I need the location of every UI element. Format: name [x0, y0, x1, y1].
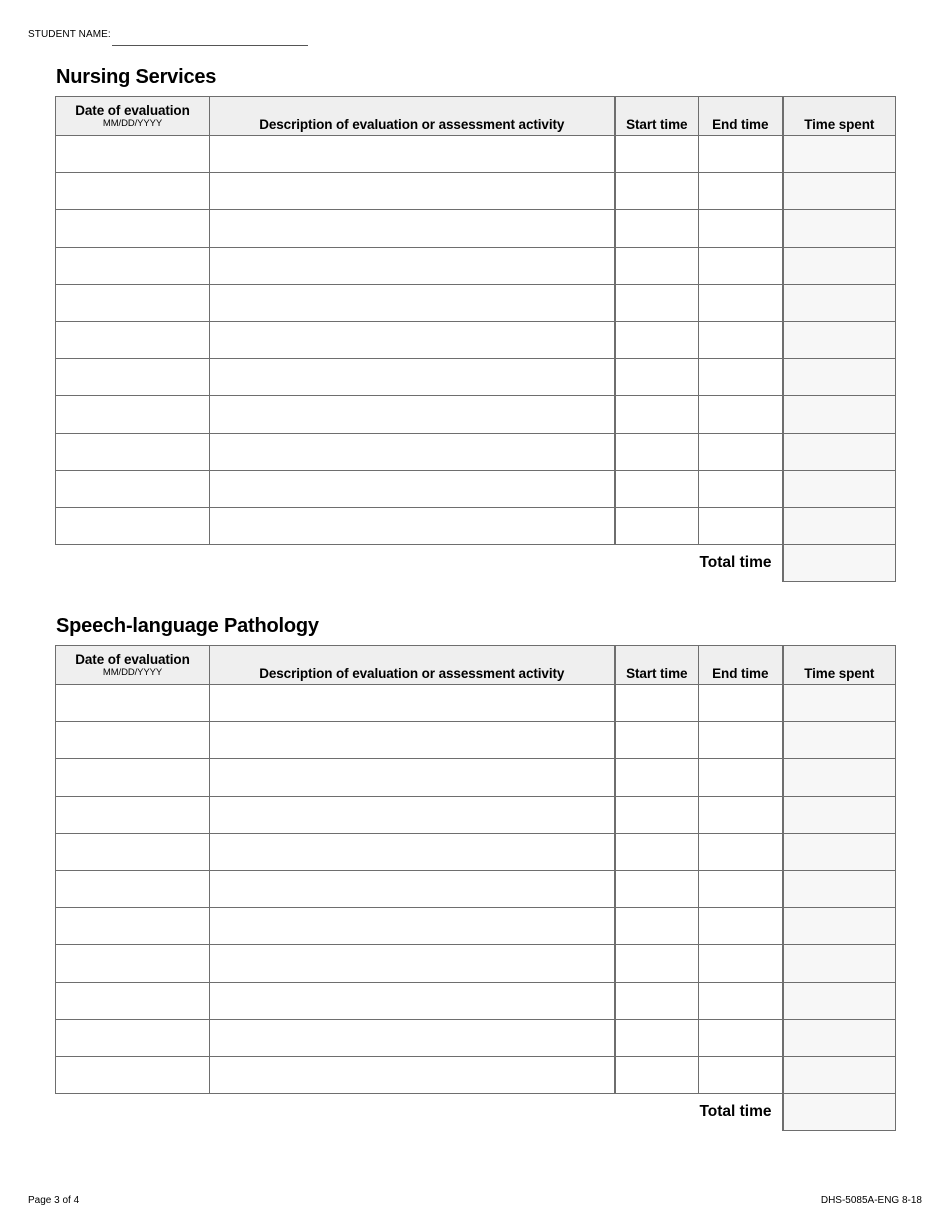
date-cell[interactable] — [56, 870, 210, 907]
total-time-label: Total time — [56, 1094, 783, 1131]
date-cell[interactable] — [56, 833, 210, 870]
date-cell[interactable] — [56, 908, 210, 945]
description-cell[interactable] — [210, 173, 615, 210]
end-time-cell[interactable] — [699, 685, 783, 722]
date-cell[interactable] — [56, 284, 210, 321]
time-spent-cell[interactable] — [783, 470, 896, 507]
description-cell[interactable] — [210, 470, 615, 507]
end-time-cell[interactable] — [699, 396, 783, 433]
date-cell[interactable] — [56, 433, 210, 470]
description-cell[interactable] — [210, 833, 615, 870]
table-row — [56, 759, 896, 796]
start-time-cell[interactable] — [615, 433, 699, 470]
time-spent-cell[interactable] — [783, 833, 896, 870]
table-row — [56, 945, 896, 982]
description-cell[interactable] — [210, 433, 615, 470]
column-header-start-time: Start time — [615, 97, 699, 136]
time-spent-cell[interactable] — [783, 722, 896, 759]
time-spent-cell[interactable] — [783, 1056, 896, 1093]
date-cell[interactable] — [56, 507, 210, 544]
date-cell[interactable] — [56, 396, 210, 433]
start-time-cell[interactable] — [615, 136, 699, 173]
time-spent-cell[interactable] — [783, 396, 896, 433]
date-cell[interactable] — [56, 173, 210, 210]
table-row — [56, 136, 896, 173]
start-time-cell[interactable] — [615, 470, 699, 507]
description-cell[interactable] — [210, 136, 615, 173]
column-header-date-format: MM/DD/YYYY — [102, 667, 163, 678]
time-spent-cell[interactable] — [783, 1019, 896, 1056]
table-row — [56, 870, 896, 907]
time-spent-cell[interactable] — [783, 210, 896, 247]
date-cell[interactable] — [56, 982, 210, 1019]
table-header-row — [56, 646, 896, 685]
end-time-cell[interactable] — [699, 321, 783, 358]
column-header-time-spent: Time spent — [783, 97, 896, 136]
end-time-cell[interactable] — [699, 284, 783, 321]
table-row — [56, 470, 896, 507]
end-time-cell[interactable] — [699, 908, 783, 945]
description-cell[interactable] — [210, 759, 615, 796]
time-spent-cell[interactable] — [783, 908, 896, 945]
end-time-cell[interactable] — [699, 136, 783, 173]
table-header-row — [56, 97, 896, 136]
start-time-cell[interactable] — [615, 507, 699, 544]
end-time-cell[interactable] — [699, 470, 783, 507]
date-cell[interactable] — [56, 321, 210, 358]
time-spent-cell[interactable] — [783, 247, 896, 284]
end-time-cell[interactable] — [699, 833, 783, 870]
speech-language-pathology-table — [55, 645, 896, 1131]
description-cell[interactable] — [210, 945, 615, 982]
time-spent-cell[interactable] — [783, 433, 896, 470]
date-cell[interactable] — [56, 685, 210, 722]
student-name-label: STUDENT NAME: — [28, 29, 111, 40]
description-cell[interactable] — [210, 247, 615, 284]
description-cell[interactable] — [210, 685, 615, 722]
date-cell[interactable] — [56, 210, 210, 247]
column-header-date — [56, 646, 210, 685]
end-time-cell[interactable] — [699, 507, 783, 544]
description-cell[interactable] — [210, 284, 615, 321]
description-cell[interactable] — [210, 722, 615, 759]
description-cell[interactable] — [210, 507, 615, 544]
table-row — [56, 833, 896, 870]
time-spent-cell[interactable] — [783, 284, 896, 321]
start-time-cell[interactable] — [615, 396, 699, 433]
description-cell[interactable] — [210, 1019, 615, 1056]
end-time-cell[interactable] — [699, 759, 783, 796]
section-title-nursing: Nursing Services — [56, 66, 217, 88]
total-time-label: Total time — [56, 545, 783, 582]
column-header-date-label: Date of evaluation — [75, 652, 190, 667]
date-cell[interactable] — [56, 722, 210, 759]
form-id: DHS-5085A-ENG 8-18 — [820, 1195, 922, 1206]
total-row — [56, 545, 896, 582]
description-cell[interactable] — [210, 396, 615, 433]
start-time-cell[interactable] — [615, 247, 699, 284]
start-time-cell[interactable] — [615, 359, 699, 396]
table-row — [56, 321, 896, 358]
description-cell[interactable] — [210, 359, 615, 396]
time-spent-cell[interactable] — [783, 945, 896, 982]
start-time-cell[interactable] — [615, 173, 699, 210]
table-row — [56, 284, 896, 321]
total-time-field[interactable] — [783, 1094, 896, 1131]
description-cell[interactable] — [210, 870, 615, 907]
end-time-cell[interactable] — [699, 982, 783, 1019]
page-number: Page 3 of 4 — [28, 1195, 80, 1206]
total-time-field[interactable] — [783, 545, 896, 582]
column-header-end-time: End time — [699, 97, 783, 136]
description-cell[interactable] — [210, 796, 615, 833]
start-time-cell[interactable] — [615, 908, 699, 945]
student-name-field[interactable] — [112, 45, 308, 46]
table-row — [56, 507, 896, 544]
column-header-time-spent: Time spent — [783, 646, 896, 685]
end-time-cell[interactable] — [699, 945, 783, 982]
start-time-cell[interactable] — [615, 722, 699, 759]
table-row — [56, 982, 896, 1019]
table-row — [56, 908, 896, 945]
end-time-cell[interactable] — [699, 359, 783, 396]
nursing-services-table — [55, 96, 896, 582]
description-cell[interactable] — [210, 908, 615, 945]
start-time-cell[interactable] — [615, 321, 699, 358]
time-spent-cell[interactable] — [783, 136, 896, 173]
time-spent-cell[interactable] — [783, 685, 896, 722]
time-spent-cell[interactable] — [783, 796, 896, 833]
section-title-speech-language: Speech-language Pathology — [56, 615, 319, 637]
end-time-cell[interactable] — [699, 722, 783, 759]
end-time-cell[interactable] — [699, 1056, 783, 1093]
end-time-cell[interactable] — [699, 433, 783, 470]
start-time-cell[interactable] — [615, 284, 699, 321]
description-cell[interactable] — [210, 210, 615, 247]
start-time-cell[interactable] — [615, 759, 699, 796]
column-header-description: Description of evaluation or assessment activity — [210, 646, 615, 685]
date-cell[interactable] — [56, 470, 210, 507]
end-time-cell[interactable] — [699, 247, 783, 284]
start-time-cell[interactable] — [615, 982, 699, 1019]
start-time-cell[interactable] — [615, 870, 699, 907]
time-spent-cell[interactable] — [783, 359, 896, 396]
time-spent-cell[interactable] — [783, 321, 896, 358]
start-time-cell[interactable] — [615, 833, 699, 870]
start-time-cell[interactable] — [615, 1056, 699, 1093]
end-time-cell[interactable] — [699, 210, 783, 247]
date-cell[interactable] — [56, 1019, 210, 1056]
end-time-cell[interactable] — [699, 173, 783, 210]
column-header-date-format: MM/DD/YYYY — [102, 118, 163, 129]
end-time-cell[interactable] — [699, 870, 783, 907]
description-cell[interactable] — [210, 321, 615, 358]
date-cell[interactable] — [56, 1056, 210, 1093]
end-time-cell[interactable] — [699, 1019, 783, 1056]
start-time-cell[interactable] — [615, 796, 699, 833]
table-row — [56, 359, 896, 396]
table-row — [56, 173, 896, 210]
column-header-end-time: End time — [699, 646, 783, 685]
table-row — [56, 1056, 896, 1093]
time-spent-cell[interactable] — [783, 870, 896, 907]
table-row — [56, 210, 896, 247]
column-header-start-time: Start time — [615, 646, 699, 685]
date-cell[interactable] — [56, 136, 210, 173]
time-spent-cell[interactable] — [783, 982, 896, 1019]
date-cell[interactable] — [56, 247, 210, 284]
table-row — [56, 722, 896, 759]
column-header-date — [56, 97, 210, 136]
description-cell[interactable] — [210, 1056, 615, 1093]
table-row — [56, 1019, 896, 1056]
time-spent-cell[interactable] — [783, 759, 896, 796]
table-row — [56, 247, 896, 284]
table-row — [56, 433, 896, 470]
start-time-cell[interactable] — [615, 210, 699, 247]
date-cell[interactable] — [56, 759, 210, 796]
date-cell[interactable] — [56, 359, 210, 396]
date-cell[interactable] — [56, 945, 210, 982]
description-cell[interactable] — [210, 982, 615, 1019]
table-row — [56, 796, 896, 833]
start-time-cell[interactable] — [615, 945, 699, 982]
start-time-cell[interactable] — [615, 685, 699, 722]
end-time-cell[interactable] — [699, 796, 783, 833]
column-header-date-label: Date of evaluation — [75, 103, 190, 118]
table-row — [56, 685, 896, 722]
column-header-description: Description of evaluation or assessment activity — [210, 97, 615, 136]
start-time-cell[interactable] — [615, 1019, 699, 1056]
table-row — [56, 396, 896, 433]
total-row — [56, 1094, 896, 1131]
time-spent-cell[interactable] — [783, 507, 896, 544]
time-spent-cell[interactable] — [783, 173, 896, 210]
date-cell[interactable] — [56, 796, 210, 833]
